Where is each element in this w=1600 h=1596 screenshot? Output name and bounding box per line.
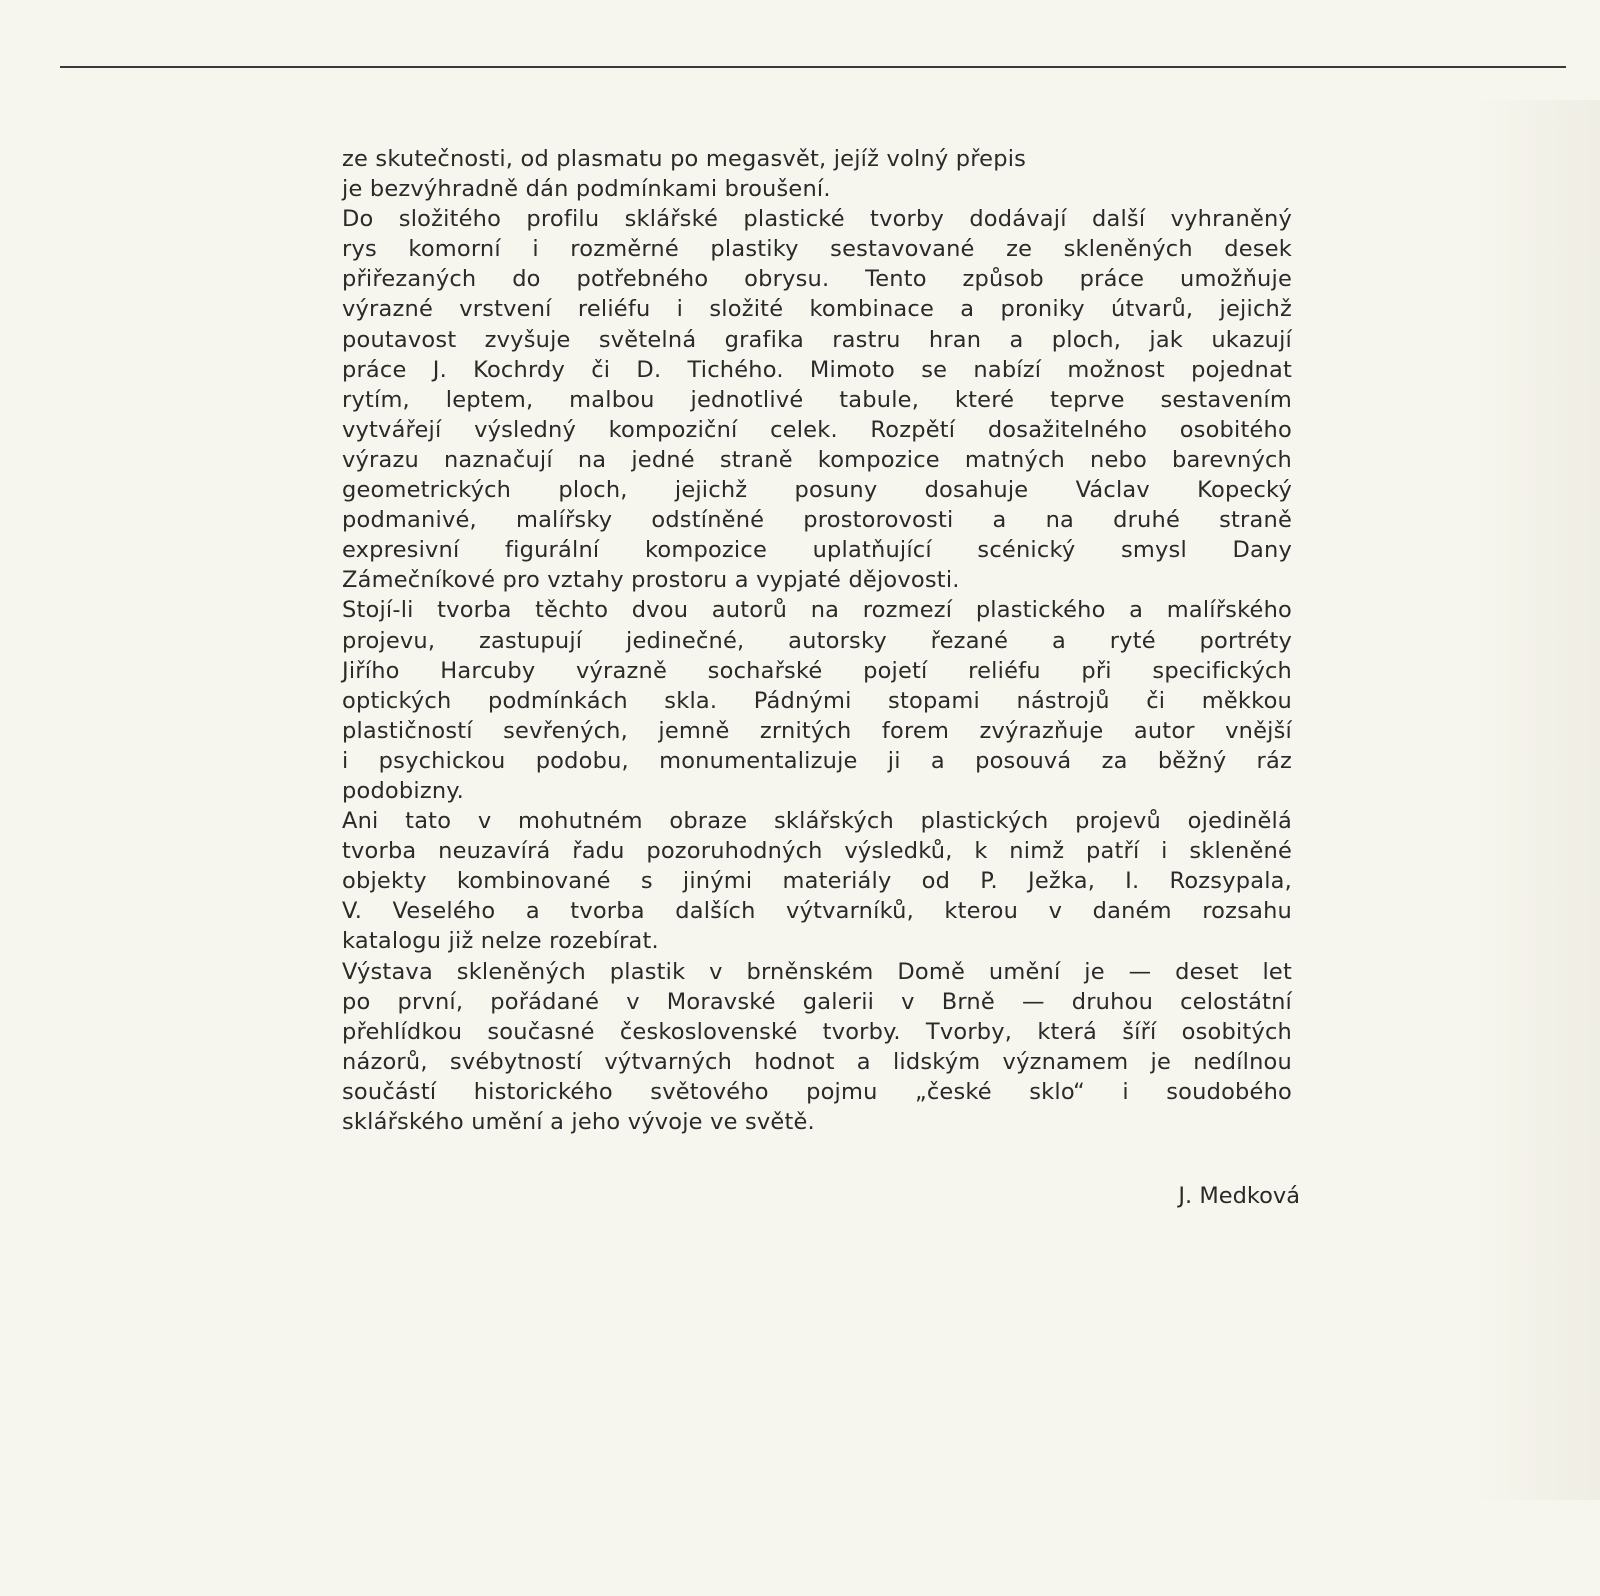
text-line: přiřezaných do potřebného obrysu. Tento způsob práce umožňuje (342, 266, 1292, 293)
text-line: tvorba neuzavírá řadu pozoruhodných výsledků, k nimž patří i skleněné (342, 838, 1292, 865)
text-line: Do složitého profilu sklářské plastické tvorby dodávají další vyhraněný (342, 206, 1292, 233)
text-line: V. Veselého a tvorba dalších výtvarníků, kterou v daném rozsahu (342, 898, 1292, 925)
text-line: geometrických ploch, jejichž posuny dosahuje Václav Kopecký (342, 477, 1292, 504)
paper-shadow (1470, 100, 1600, 1500)
text-line: po první, pořádané v Moravské galerii v Brně — druhou celostátní (342, 988, 1292, 1015)
text-line: katalogu již nelze rozebírat. (342, 928, 659, 955)
text-line: Výstava skleněných plastik v brněnském Domě umění je — deset let (342, 958, 1292, 985)
text-line: Jiřího Harcuby výrazně sochařské pojetí reliéfu při specifických (342, 657, 1292, 684)
text-line: výrazu naznačují na jedné straně kompozice matných nebo barevných (342, 446, 1292, 473)
text-line: rytím, leptem, malbou jednotlivé tabule, které teprve sestavením (342, 386, 1292, 413)
author-signature: J. Medková (1178, 1183, 1300, 1209)
text-line: podmanivé, malířsky odstíněné prostorovosti a na druhé straně (342, 507, 1292, 534)
text-line: součástí historického světového pojmu „české sklo“ i soudobého (342, 1078, 1292, 1105)
text-line: optických podmínkách skla. Pádnými stopami nástrojů či měkkou (342, 687, 1292, 714)
text-line: je bezvýhradně dán podmínkami broušení. (342, 176, 831, 203)
text-line: přehlídkou současné československé tvorby. Tvorby, která šíří osobitých (342, 1018, 1292, 1045)
text-line: projevu, zastupují jedinečné, autorsky řezané a ryté portréty (342, 627, 1292, 654)
text-line: rys komorní i rozměrné plastiky sestavované ze skleněných desek (342, 236, 1292, 263)
text-line: podobizny. (342, 777, 464, 804)
text-line: výrazné vrstvení reliéfu i složité kombinace a proniky útvarů, jejichž (342, 296, 1292, 323)
text-line: vytvářejí výsledný kompoziční celek. Rozpětí dosažitelného osobitého (342, 416, 1292, 443)
text-line: názorů, svébytností výtvarných hodnot a lidským významem je nedílnou (342, 1048, 1292, 1075)
text-line: i psychickou podobu, monumentalizuje ji a posouvá za běžný ráz (342, 747, 1292, 774)
text-line: Zámečníkové pro vztahy prostoru a vypjaté dějovosti. (342, 567, 960, 594)
article-body (342, 144, 1292, 1137)
text-line: objekty kombinované s jinými materiály od P. Ježka, I. Rozsypala, (342, 868, 1292, 895)
header-rule (60, 66, 1566, 68)
text-line: sklářského umění a jeho vývoje ve světě. (342, 1109, 815, 1135)
text-line: Stojí-li tvorba těchto dvou autorů na rozmezí plastického a malířského (342, 597, 1292, 624)
text-line: ze skutečnosti, od plasmatu po megasvět, jejíž volný přepis (342, 146, 1027, 172)
text-line: Ani tato v mohutném obraze sklářských plastických projevů ojedinělá (342, 808, 1292, 835)
text-line: plastičností sevřených, jemně zrnitých forem zvýrazňuje autor vnější (342, 717, 1292, 744)
text-line: poutavost zvyšuje světelná grafika rastru hran a ploch, jak ukazují (342, 326, 1292, 353)
text-line: práce J. Kochrdy či D. Tichého. Mimoto se nabízí možnost pojednat (342, 356, 1292, 383)
text-line: expresivní figurální kompozice uplatňující scénický smysl Dany (342, 537, 1292, 564)
